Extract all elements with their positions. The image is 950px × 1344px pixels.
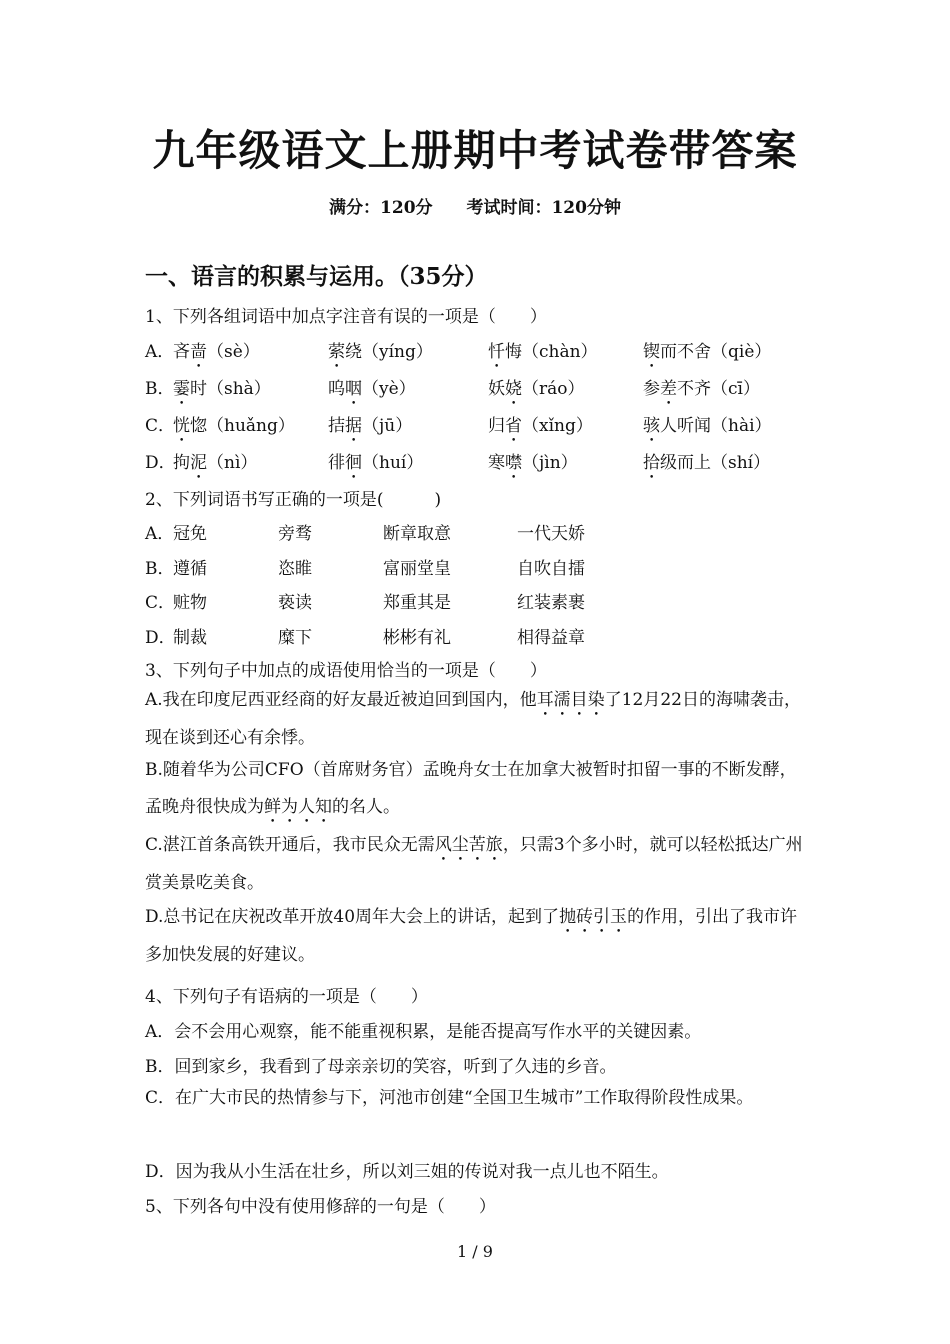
option-item (328, 337, 433, 372)
item-text: 而不舍（qiè） (660, 342, 772, 362)
dotted-idiom: 抛砖引玉 (559, 907, 628, 927)
option-text: A.我在印度尼西亚经商的好友最近被迫回到国内，他 (145, 690, 537, 710)
dotted-char: 省 (505, 416, 522, 436)
item-text: 时（shà） (190, 379, 271, 399)
option-item (173, 448, 257, 483)
page-number: 1 / 9 (457, 1242, 493, 1261)
option-item (173, 337, 260, 372)
item-text: 悔（chàn） (505, 342, 598, 362)
option-item (488, 448, 578, 483)
option-word: 红装素裹 (517, 593, 585, 613)
item-text: 徘 (328, 453, 345, 473)
question-4-stem: 4、下列句子有语病的一项是（ ） (145, 987, 428, 1007)
item-text: （ráo） (522, 379, 585, 399)
question-4-option-d: D．因为我从小生活在壮乡，所以刘三姐的传说对我一点儿也不陌生。 (145, 1162, 669, 1182)
option-label: B． (145, 559, 175, 579)
option-word: 冠免 (173, 524, 207, 544)
option-text: B.随着华为公司CFO（首席财务官）孟晚舟女士在加拿大被暂时扣留一事的不断发酵，孟晚舟很快成为 (145, 760, 797, 817)
option-label: D． (145, 453, 176, 473)
question-4-option-c: C．在广大市民的热情参与下，河池市创建“全国卫生城市”工作取得阶段性成果。 (145, 1088, 754, 1108)
dotted-char: 霎 (173, 379, 190, 399)
item-text: （yè） (362, 379, 416, 399)
exam-time: 考试时间：120分钟 (466, 198, 621, 218)
item-text: （xǐng） (522, 416, 593, 436)
page-title: 九年级语文上册期中考试卷带答案 (152, 126, 798, 175)
option-word: 相得益章 (517, 628, 585, 648)
option-label: D． (145, 628, 176, 648)
option-text: ，只需3个多小时，就可以轻松抵达广州赏美景吃美食。 (145, 835, 803, 893)
option-text: 的名人。 (332, 797, 400, 817)
option-word: 富丽堂皇 (383, 559, 451, 579)
option-item (488, 411, 593, 446)
dotted-char: 咽 (345, 379, 362, 399)
option-word: 旁骛 (278, 524, 312, 544)
item-text: 妖 (488, 379, 505, 399)
question-3-option-b (145, 752, 810, 827)
option-word: 赃物 (173, 593, 207, 613)
dotted-char: 徊 (345, 453, 362, 473)
section-heading: 一、语言的积累与运用。（35分） (145, 263, 488, 290)
dotted-idiom: 耳濡目染 (536, 690, 605, 710)
option-item (173, 374, 271, 409)
exam-info (0, 193, 950, 218)
option-item (173, 411, 295, 446)
question-3-option-c (145, 827, 810, 902)
option-word: 彬彬有礼 (383, 628, 451, 648)
option-word: 自吹自擂 (517, 559, 585, 579)
item-text: 拘 (173, 453, 190, 473)
option-item (643, 448, 770, 483)
option-word: 恣睢 (278, 559, 312, 579)
option-word: 遵循 (173, 559, 207, 579)
dotted-idiom: 鲜为人知 (264, 797, 332, 817)
question-1-stem: 1、下列各组词语中加点字注音有误的一项是（ ） (145, 307, 547, 327)
option-label: A． (145, 342, 175, 362)
option-item (643, 337, 771, 372)
option-item (488, 374, 585, 409)
item-text: 人听闻（hài） (660, 416, 772, 436)
question-5-stem: 5、下列各句中没有使用修辞的一句是（ ） (145, 1197, 496, 1217)
question-3-option-d (145, 899, 810, 974)
item-text: 拮 (328, 416, 345, 436)
item-text: 不齐（cī） (677, 379, 760, 399)
dotted-char: 泥 (190, 453, 207, 473)
option-word: 制裁 (173, 628, 207, 648)
item-text: 吝 (173, 342, 190, 362)
item-text: （jìn） (522, 453, 578, 473)
full-score: 满分：120分 (329, 198, 433, 218)
item-text: 归 (488, 416, 505, 436)
dotted-char: 噤 (505, 453, 522, 473)
item-text: 呜 (328, 379, 345, 399)
option-word: 郑重其是 (383, 593, 451, 613)
dotted-char: 啬 (190, 342, 207, 362)
item-text: 绕（yíng） (345, 342, 433, 362)
dotted-char: 忏 (488, 342, 505, 362)
option-label: C． (145, 593, 176, 613)
option-word: 一代天娇 (517, 524, 585, 544)
item-text: （nì） (207, 453, 258, 473)
dotted-char: 恍 (173, 416, 190, 436)
item-text: （sè） (207, 342, 260, 362)
question-3-option-a (145, 682, 810, 757)
dotted-char: 差 (660, 379, 677, 399)
option-text: C.湛江首条高铁开通后，我市民众无需 (145, 835, 435, 855)
dotted-char: 萦 (328, 342, 345, 362)
option-item (643, 411, 772, 446)
dotted-idiom: 风尘苦旅 (434, 835, 503, 855)
option-text: 的作用，引出了我市许多加快发展的好建议。 (145, 907, 798, 965)
option-label: A． (145, 524, 175, 544)
item-text: （huí） (362, 453, 424, 473)
dotted-char: 娆 (505, 379, 522, 399)
option-item (643, 374, 760, 409)
option-word: 亵读 (278, 593, 312, 613)
option-text: D.总书记在庆祝改革开放40周年大会上的讲话，起到了 (145, 907, 560, 927)
option-item (328, 374, 416, 409)
question-4-option-a: A．会不会用心观察，能不能重视积累，是能否提高写作水平的关键因素。 (145, 1022, 702, 1042)
question-4-option-b: B．回到家乡，我看到了母亲亲切的笑容，听到了久违的乡音。 (145, 1057, 617, 1077)
option-item (328, 448, 423, 483)
option-label: C． (145, 416, 176, 436)
option-word: 断章取意 (383, 524, 451, 544)
option-word: 糜下 (278, 628, 312, 648)
option-item (328, 411, 412, 446)
dotted-char: 据 (345, 416, 362, 436)
dotted-char: 拾 (643, 453, 660, 473)
option-text: 了12月22日的海啸袭击，现在谈到还心有余悸。 (145, 690, 801, 748)
question-2-stem: 2、下列词语书写正确的一项是( ) (145, 490, 442, 510)
item-text: 参 (643, 379, 660, 399)
item-text: 惚（huǎng） (190, 416, 295, 436)
item-text: 级而上（shí） (660, 453, 771, 473)
question-3-stem: 3、下列句子中加点的成语使用恰当的一项是（ ） (145, 661, 547, 681)
option-item (488, 337, 598, 372)
dotted-char: 骇 (643, 416, 660, 436)
option-label: B． (145, 379, 175, 399)
item-text: （jū） (362, 416, 413, 436)
item-text: 寒 (488, 453, 505, 473)
dotted-char: 锲 (643, 342, 660, 362)
